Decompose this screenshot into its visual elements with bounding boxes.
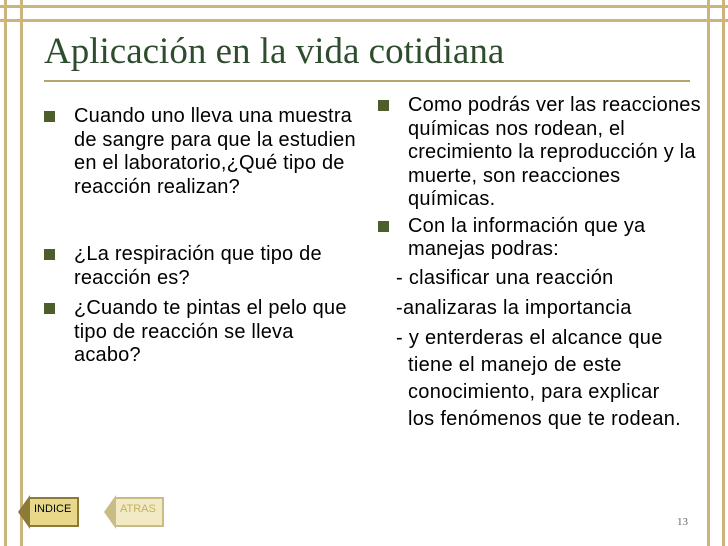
right-sub-item: - y enterderas el alcance que tiene el manejo de este conocimiento, para explicar los fenómenos que te rodean. [396,326,682,430]
left-bullet-text: ¿La respiración que tipo de reacción es? [74,243,322,289]
square-bullet-icon [378,100,389,111]
left-bullet-text: ¿Cuando te pintas el pelo que tipo de reacción se lleva acabo? [74,297,347,366]
frame-right-line [722,0,725,546]
atras-button[interactable] [104,495,164,529]
atras-button-label: ATRAS [116,497,164,527]
right-column [374,94,704,433]
frame-top-line [0,5,728,8]
indice-button-label: INDICE [30,497,79,527]
frame-right-line-inner [707,0,710,546]
square-bullet-icon [44,303,55,314]
right-bullet-text: Con la información que ya manejas podras: [408,214,646,260]
square-bullet-icon [44,111,55,122]
slide-title: Aplicación en la vida cotidiana [44,31,505,72]
frame-left-line-inner [20,0,23,546]
indice-button[interactable] [18,495,79,529]
title-underline [44,80,690,82]
left-column [40,105,360,368]
square-bullet-icon [44,249,55,260]
left-bullet-text: Cuando uno lleva una muestra de sangre para que la estudien en el laboratorio,¿Qué tipo de reacción realizan? [74,105,356,198]
left-bullet-item [40,243,360,290]
frame-top-line-inner [0,19,728,22]
left-bullet-item [40,297,360,368]
page-number: 13 [677,516,688,528]
right-sub-item: -analizaras la importancia [396,296,632,319]
left-arrow-icon [18,495,30,529]
right-bullet-item [374,94,704,212]
frame-left-line [4,0,7,546]
right-sub-item: - clasificar una reacción [396,266,614,289]
right-bullet-item [374,215,704,262]
square-bullet-icon [378,221,389,232]
right-bullet-text: Como podrás ver las reacciones químicas nos rodean, el crecimiento la reproducción y la muerte, son reacciones químicas. [408,94,701,210]
left-arrow-icon [104,495,116,529]
left-bullet-item [40,105,360,199]
